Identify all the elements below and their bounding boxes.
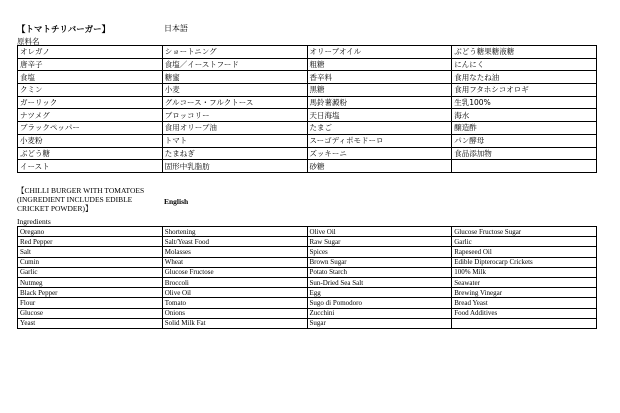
- ingredient-cell: たまねぎ: [162, 147, 307, 160]
- table-row: [18, 46, 597, 59]
- ingredient-cell: Salt: [18, 247, 163, 257]
- table-row: [18, 257, 597, 267]
- ingredient-cell: 香辛料: [307, 71, 452, 84]
- ingredient-cell: オリーブオイル: [307, 46, 452, 59]
- ingredient-cell: Oregano: [18, 227, 163, 237]
- ingredient-cell: 粗糖: [307, 58, 452, 71]
- ingredient-cell: Cumin: [18, 257, 163, 267]
- ingredient-cell: スーゴディポモドーロ: [307, 134, 452, 147]
- ingredient-cell: 食用フタホシコオロギ: [452, 84, 597, 97]
- ingredient-cell: 食用なたね油: [452, 71, 597, 84]
- ingredient-cell: 食用オリーブ油: [162, 122, 307, 135]
- ingredient-cell: ナツメグ: [18, 109, 163, 122]
- ingredient-cell: 食品添加物: [452, 147, 597, 160]
- table-row: [18, 134, 597, 147]
- ingredient-cell: [452, 318, 597, 328]
- table-row: [18, 237, 597, 247]
- ingredient-cell: ズッキーニ: [307, 147, 452, 160]
- table-row: [18, 227, 597, 237]
- ingredient-cell: Edible Dipterocarp Crickets: [452, 257, 597, 267]
- ingredient-cell: Olive Oil: [307, 227, 452, 237]
- ingredient-cell: Tomato: [162, 298, 307, 308]
- ingredient-cell: Zucchini: [307, 308, 452, 318]
- table-row: [18, 109, 597, 122]
- ingredient-cell: Raw Sugar: [307, 237, 452, 247]
- ingredient-cell: Broccoli: [162, 277, 307, 287]
- ingredient-cell: Red Pepper: [18, 237, 163, 247]
- ingredient-cell: Glucose Fructose: [162, 267, 307, 277]
- ingredient-cell: Wheat: [162, 257, 307, 267]
- ingredient-cell: [452, 160, 597, 173]
- table-row: [18, 247, 597, 257]
- ingredient-cell: ぶどう糖: [18, 147, 163, 160]
- table-row: [18, 96, 597, 109]
- ingredient-cell: ぶどう糖果糖液糖: [452, 46, 597, 59]
- ingredient-cell: Egg: [307, 288, 452, 298]
- ingredient-cell: Brewing Vinegar: [452, 288, 597, 298]
- ingredient-cell: 天日海塩: [307, 109, 452, 122]
- ingredient-cell: Bread Yeast: [452, 298, 597, 308]
- ingredient-cell: 小麦: [162, 84, 307, 97]
- ingredient-cell: グルコース・フルクトース: [162, 96, 307, 109]
- ingredient-cell: Glucose Fructose Sugar: [452, 227, 597, 237]
- ingredient-cell: Sun-Dried Sea Salt: [307, 277, 452, 287]
- ingredient-cell: にんにく: [452, 58, 597, 71]
- ingredient-cell: 唐辛子: [18, 58, 163, 71]
- japanese-product-title: 【トマトチリバーガー】: [17, 25, 111, 35]
- ingredient-cell: Rapeseed Oil: [452, 247, 597, 257]
- ingredient-cell: イースト: [18, 160, 163, 173]
- ingredient-cell: Nutmeg: [18, 277, 163, 287]
- ingredient-cell: たまご: [307, 122, 452, 135]
- ingredient-cell: オレガノ: [18, 46, 163, 59]
- ingredient-cell: 海水: [452, 109, 597, 122]
- ingredient-cell: 砂糖: [307, 160, 452, 173]
- ingredient-cell: 生乳100%: [452, 96, 597, 109]
- japanese-ingredients-label: 原料名: [17, 37, 40, 46]
- table-row: [18, 71, 597, 84]
- ingredient-cell: 糖蜜: [162, 71, 307, 84]
- table-row: [18, 147, 597, 160]
- table-row: [18, 160, 597, 173]
- ingredient-cell: Brown Sugar: [307, 257, 452, 267]
- ingredient-cell: ショートニング: [162, 46, 307, 59]
- ingredient-cell: Molasses: [162, 247, 307, 257]
- english-language-label: English: [164, 197, 189, 206]
- table-row: [18, 267, 597, 277]
- table-row: [18, 84, 597, 97]
- ingredient-cell: 小麦粉: [18, 134, 163, 147]
- ingredient-cell: ブラックペッパー: [18, 122, 163, 135]
- ingredient-cell: 100% Milk: [452, 267, 597, 277]
- ingredient-cell: Olive Oil: [162, 288, 307, 298]
- ingredient-cell: Food Additives: [452, 308, 597, 318]
- ingredient-cell: Black Pepper: [18, 288, 163, 298]
- table-row: [18, 122, 597, 135]
- ingredient-cell: 固形中乳脂肪: [162, 160, 307, 173]
- ingredient-cell: トマト: [162, 134, 307, 147]
- ingredient-cell: Spices: [307, 247, 452, 257]
- ingredient-cell: クミン: [18, 84, 163, 97]
- table-row: [18, 58, 597, 71]
- ingredient-cell: 食塩／イーストフード: [162, 58, 307, 71]
- table-row: [18, 277, 597, 287]
- ingredient-cell: 食塩: [18, 71, 163, 84]
- japanese-language-label: 日本語: [164, 24, 188, 33]
- ingredient-cell: 黒糖: [307, 84, 452, 97]
- ingredient-cell: Glucose: [18, 308, 163, 318]
- english-ingredients-table: [17, 226, 597, 329]
- ingredient-cell: Seawater: [452, 277, 597, 287]
- ingredient-cell: Onions: [162, 308, 307, 318]
- ingredient-cell: パン酵母: [452, 134, 597, 147]
- table-row: [18, 308, 597, 318]
- ingredient-cell: Yeast: [18, 318, 163, 328]
- ingredient-cell: Solid Milk Fat: [162, 318, 307, 328]
- ingredient-cell: Shortening: [162, 227, 307, 237]
- table-row: [18, 298, 597, 308]
- table-row: [18, 288, 597, 298]
- ingredient-cell: Sugar: [307, 318, 452, 328]
- english-ingredients-label: Ingredients: [17, 217, 51, 226]
- ingredient-cell: 醸造酢: [452, 122, 597, 135]
- ingredient-cell: Salt/Yeast Food: [162, 237, 307, 247]
- japanese-ingredients-table: [17, 45, 597, 173]
- ingredient-cell: Sugo di Pomodoro: [307, 298, 452, 308]
- table-row: [18, 318, 597, 328]
- ingredient-cell: Garlic: [18, 267, 163, 277]
- ingredient-cell: Flour: [18, 298, 163, 308]
- english-product-title: 【CHILLI BURGER WITH TOMATOES (INGREDIENT INCLUDES EDIBLE CRICKET POWDER)】: [17, 186, 145, 213]
- ingredient-cell: Potato Starch: [307, 267, 452, 277]
- ingredient-cell: ブロッコリー: [162, 109, 307, 122]
- ingredient-cell: Garlic: [452, 237, 597, 247]
- ingredient-cell: 馬鈴薯澱粉: [307, 96, 452, 109]
- ingredient-cell: ガーリック: [18, 96, 163, 109]
